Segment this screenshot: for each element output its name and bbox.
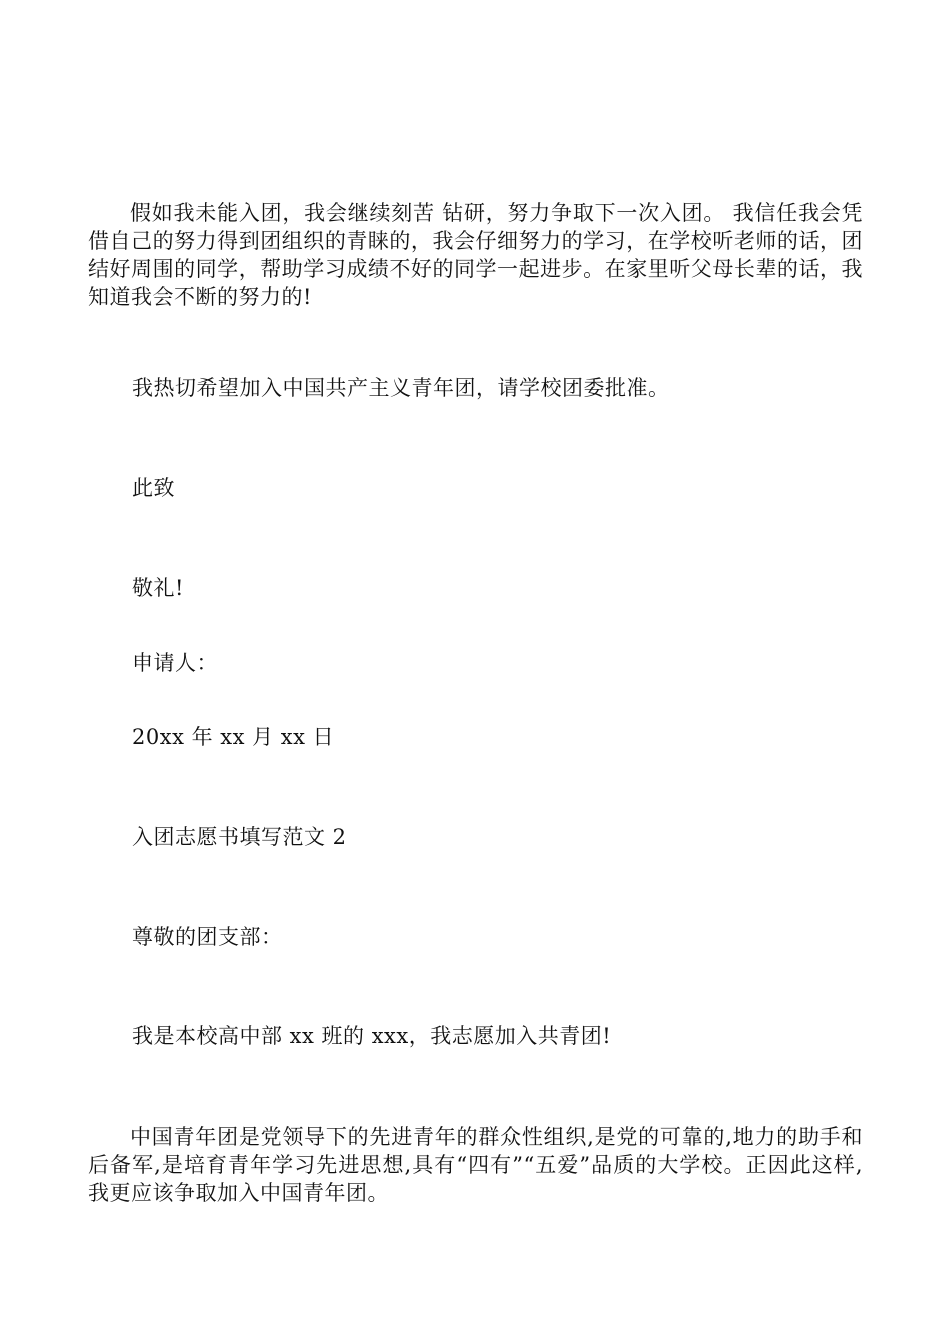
section-title: 入团志愿书填写范文 2 — [132, 825, 347, 849]
applicant-label: 申请人： — [132, 651, 218, 675]
paragraph-failure-plan: 假如我未能入团，我会继续刻苦 钻研，努力争取下一次入团。 我信任我会凭借自己的努力得到团组织的青睐的，我会仔细努力的学习，在学校听老师的话，团结好周围的同学，帮助学习成绩不好的同学一起进步。在家里听父母长辈的话，我知道我会不断的努力的! — [88, 201, 863, 309]
application-date: 20xx 年 xx 月 xx 日 — [132, 725, 335, 749]
closing-regards: 敬礼! — [132, 576, 184, 600]
greeting: 尊敬的团支部： — [132, 925, 283, 949]
closing-salutation: 此致 — [132, 476, 175, 500]
paragraph-request-approval: 我热切希望加入中国共产主义青年团，请学校团委批准。 — [132, 376, 670, 400]
paragraph-league-description: 中国青年团是党领导下的先进青年的群众性组织,是党的可靠的,地力的助手和后备军,是培育青年学习先进思想,具有“四有”“五爱”品质的大学校。正因此这样,我更应该争取加入中国青年团。 — [88, 1125, 863, 1205]
paragraph-introduction: 我是本校高中部 xx 班的 xxx，我志愿加入共青团! — [132, 1024, 612, 1048]
